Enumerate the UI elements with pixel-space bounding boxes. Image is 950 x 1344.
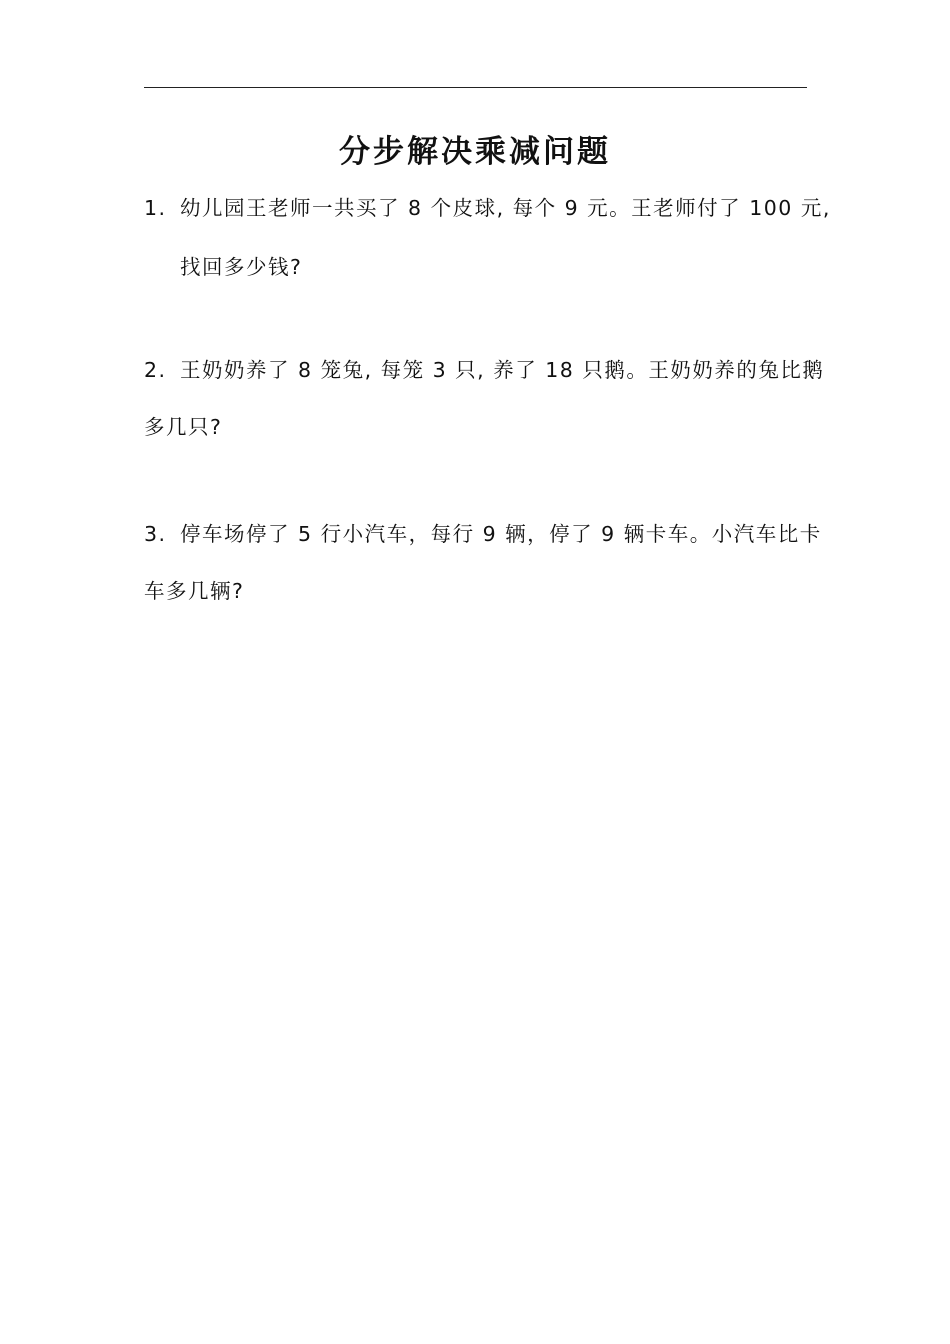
question-1-text: 幼儿园王老师一共买了 8 个皮球, 每个 9 元。王老师付了 100 元, xyxy=(180,196,831,220)
question-1-number: 1. xyxy=(144,196,167,220)
question-3-line-2: 车多几辆? xyxy=(144,579,245,603)
question-1-line-1 xyxy=(144,194,831,222)
question-2-number: 2. xyxy=(144,358,167,382)
question-3-line-1 xyxy=(144,520,822,548)
header-rule xyxy=(144,87,807,88)
question-1-line-2: 找回多少钱? xyxy=(180,255,303,279)
page-title: 分步解决乘减问题 xyxy=(339,134,611,170)
question-3-number: 3. xyxy=(144,522,167,546)
question-2-text: 王奶奶养了 8 笼兔, 每笼 3 只, 养了 18 只鹅。王奶奶养的兔比鹅 xyxy=(180,358,825,382)
question-2-line-2: 多几只? xyxy=(144,415,223,439)
question-2-line-1 xyxy=(144,356,824,384)
question-3-text: 停车场停了 5 行小汽车，每行 9 辆，停了 9 辆卡车。小汽车比卡 xyxy=(180,522,822,546)
